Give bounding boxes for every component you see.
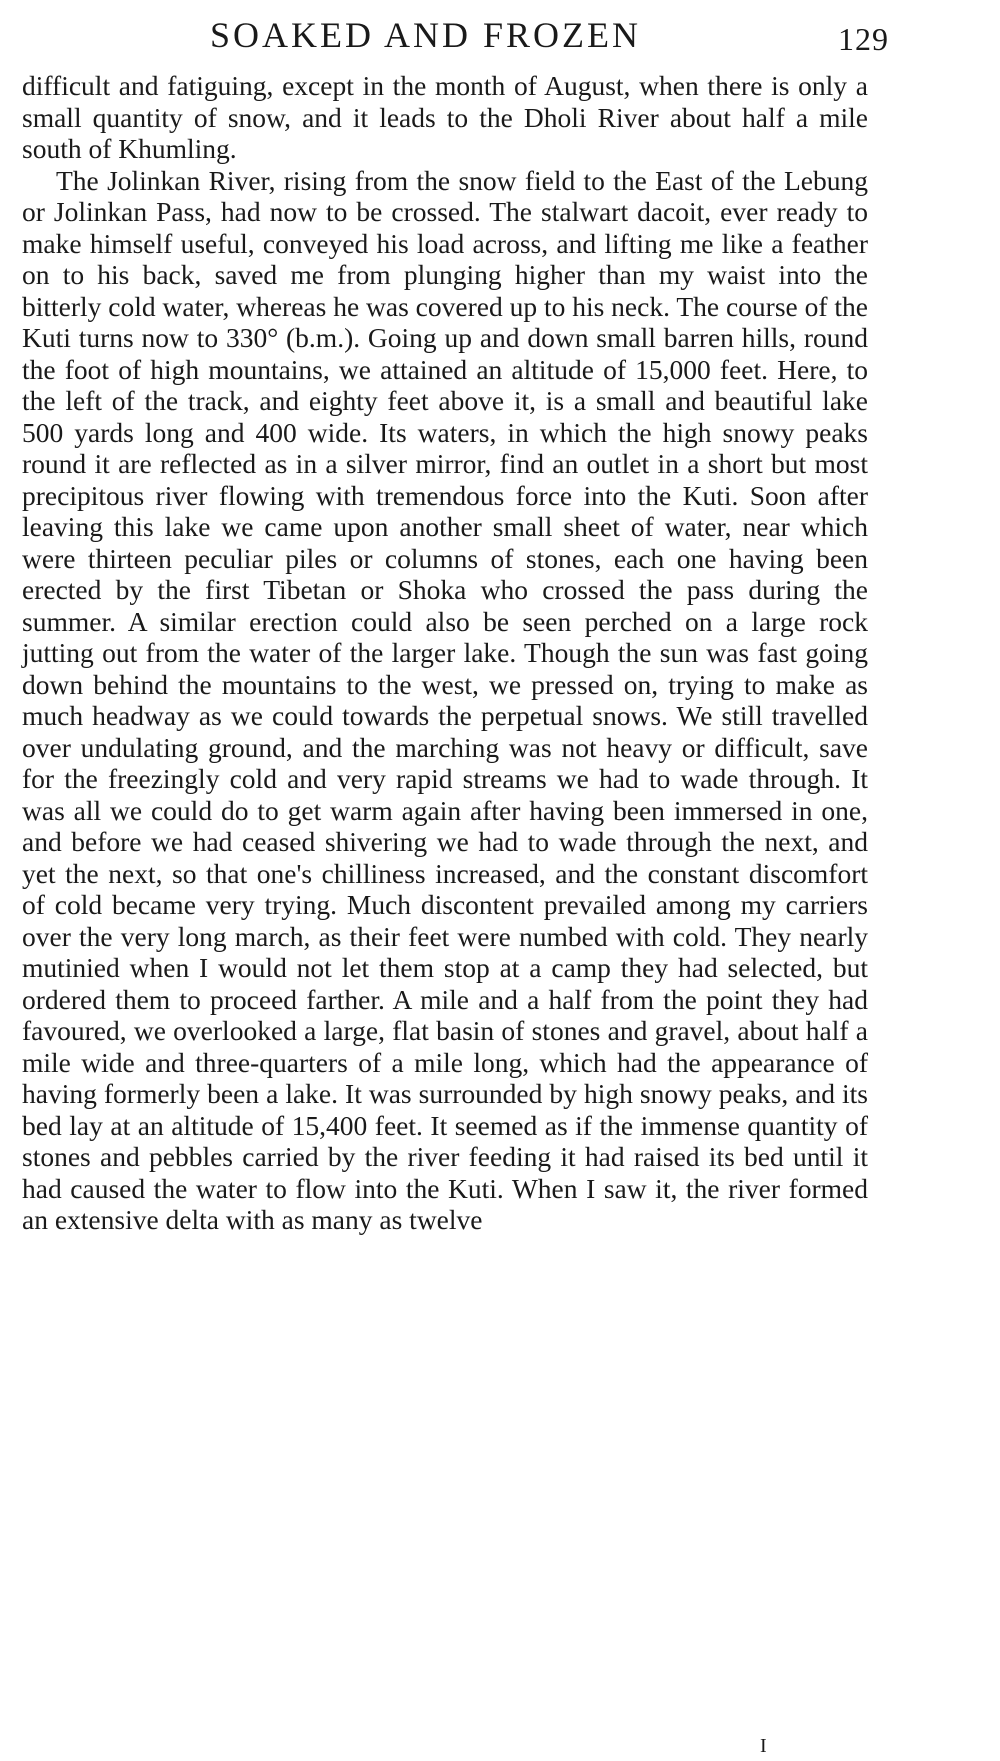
paragraph-continued: difficult and fatiguing, except in the month of August, when there is only a small quantity of snow, and it leads to the Dholi River about half a mile south of Khumling. [22, 70, 868, 164]
page-header [0, 10, 1000, 60]
body-text [22, 70, 868, 1236]
signature-mark: I [760, 1735, 767, 1757]
running-title: SOAKED AND FROZEN [210, 15, 642, 55]
paragraph-jolinkan-river: The Jolinkan River, rising from the snow field to the East of the Lebung or Jolinkan Pass, had now to be crossed. The stalwart dacoit, ever ready to make himself useful, conveyed his load across, and lifting me like a feather on to his back, saved me from plunging higher than my waist into the bitterly cold water, whereas he was covered up to his neck. The course of the Kuti turns now to 330° (b.m.). Going up and down small barren hills, round the foot of high mountains, we attained an altitude of 15,000 feet. Here, to the left of the track, and eighty feet above it, is a small and beautiful lake 500 yards long and 400 wide. Its waters, in which the high snowy peaks round it are reflected as in a silver mirror, find an outlet in a short but most precipitous river flowing with tremendous force into the Kuti. Soon after leaving this lake we came upon another small sheet of water, near which were thirteen peculiar piles or columns of stones, each one having been erected by the first Tibetan or Shoka who crossed the pass during the summer. A similar erection could also be seen perched on a large rock jutting out from the water of the larger lake. Though the sun was fast going down behind the mountains to the west, we pressed on, trying to make as much headway as we could towards the perpetual snows. We still travelled over undulating ground, and the marching was not heavy or difficult, save for the freezingly cold and very rapid streams we had to wade through. It was all we could do to get warm again after having been immersed in one, and before we had ceased shivering we had to wade through the next, and yet the next, so that one's chilliness increased, and the constant discomfort of cold became very trying. Much discontent prevailed among my carriers over the very long march, as their feet were numbed with cold. They nearly mutinied when I would not let them stop at a camp they had selected, but ordered them to proceed farther. A mile and a half from the point they had favoured, we overlooked a large, flat basin of stones and gravel, about half a mile wide and three-quarters of a mile long, which had the appearance of having formerly been a lake. It was surrounded by high snowy peaks, and its bed lay at an altitude of 15,400 feet. It seemed as if the immense quantity of stones and pebbles carried by the river feeding it had raised its bed until it had caused the water to flow into the Kuti. When I saw it, the river formed an extensive delta with as many as twelve [22, 164, 869, 1235]
page-number: 129 [838, 21, 889, 57]
